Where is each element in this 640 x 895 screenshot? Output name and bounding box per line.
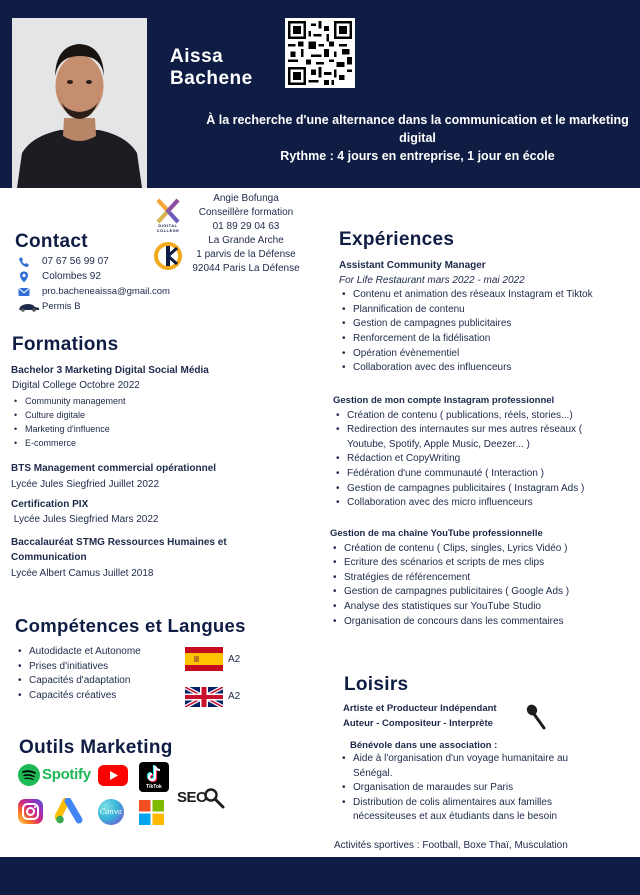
skills-list [15, 645, 185, 703]
contact-list [18, 254, 198, 314]
list-item: • Capacités d'adaptation [15, 674, 185, 689]
location-pin-icon [18, 271, 30, 283]
first-name: Aissa [170, 46, 224, 67]
advisor-name: Angie Bofunga [213, 193, 279, 204]
advisor-block [182, 192, 310, 276]
formation-pix-title: Certification PIX [11, 498, 89, 510]
formation-bts-detail: Lycée Jules Siegfried Juillet 2022 [11, 478, 160, 490]
list-item: • Renforcement de la fidélisation [339, 332, 634, 347]
experience-tasks [339, 288, 634, 376]
list-item: • E-commerce [11, 436, 266, 450]
canva-icon [98, 799, 124, 825]
contact-email[interactable] [18, 284, 198, 299]
tiktok-wordmark: TikTok [146, 784, 162, 790]
seo-wordmark: SEO [177, 789, 208, 806]
contact-heading: Contact [15, 231, 88, 252]
contact-email-text: pro.bacheneaissa@gmail.com [42, 286, 170, 297]
advisor-address-2: 1 parvis de la Défense [196, 249, 296, 260]
spotify-logo [18, 763, 92, 787]
list-item: • Community management [11, 394, 266, 408]
experience-title: Gestion de mon compte Instagram professionnel [333, 395, 555, 406]
artist-block [343, 702, 533, 731]
experience-community-manager [339, 259, 634, 376]
list-item: • Gestion de campagnes publicitaires [339, 317, 634, 332]
formation-bac-detail: Lycée Albert Camus Juillet 2018 [11, 567, 154, 579]
contact-phone[interactable] [18, 254, 198, 269]
spanish-level: A2 [228, 654, 241, 665]
formation-bachelor-detail: Digital College Octobre 2022 [12, 379, 140, 391]
experience-instagram [333, 394, 633, 511]
sports-line: Activités sportives : Football, Boxe Thaï, Musculation [334, 840, 568, 851]
experience-tasks [333, 409, 633, 511]
profile-photo [12, 18, 147, 188]
formation-bachelor-title: Bachelor 3 Marketing Digital Social Média [11, 365, 209, 376]
spotify-wordmark: Spotify [42, 766, 91, 783]
list-item: • Analyse des statistiques sur YouTube Studio [330, 600, 630, 615]
list-item: • Création de contenu ( publications, réels, stories...) [333, 409, 633, 424]
list-item: • Gestion de campagnes publicitaires ( Google Ads ) [330, 585, 630, 600]
list-item: • Culture digitale [11, 408, 266, 422]
footer-band [0, 857, 640, 895]
uk-flag-icon [185, 687, 223, 707]
car-icon [18, 302, 40, 312]
advisor-role: Conseillère formation [198, 207, 294, 218]
list-item: • Organisation de maraudes sur Paris [339, 781, 604, 796]
formation-bachelor-subjects [11, 394, 266, 450]
last-name: Bachene [170, 68, 253, 89]
tiktok-logo [139, 762, 169, 792]
magnifier-icon [203, 787, 225, 809]
volunteer-list [339, 752, 604, 825]
list-item: • Organisation de concours dans les commentaires [330, 615, 630, 630]
formation-bts-title: BTS Management commercial opérationnel [11, 463, 217, 475]
list-item: • Collaboration avec des influenceurs [339, 361, 634, 376]
google-ads-icon [55, 798, 85, 825]
digital-college-logo-text: DIGITAL COLLEGE [156, 223, 180, 233]
list-item: • Capacités créatives [15, 689, 185, 704]
list-item: • Distribution de colis alimentaires aux familles nécessiteuses et aux étudiants dans le besoin [339, 796, 604, 825]
advisor-address-3: 92044 Paris La Défense [192, 263, 300, 274]
list-item: • Opération évènementiel [339, 347, 634, 362]
contact-phone-text: 07 67 56 99 07 [42, 256, 109, 267]
canva-wordmark: Canva [99, 808, 123, 816]
mail-icon [18, 286, 30, 298]
formation-pix [11, 498, 266, 528]
instagram-icon [18, 799, 43, 824]
candidate-name [170, 46, 253, 90]
experience-title: Assistant Community Manager [339, 260, 486, 271]
formation-bts [11, 462, 266, 492]
job-search-tagline [205, 111, 630, 165]
digital-college-logo [152, 198, 184, 234]
english-level: A2 [228, 691, 241, 702]
contact-license-text: Permis B [42, 301, 81, 312]
contact-city [18, 269, 198, 284]
formation-pix-detail: Lycée Jules Siegfried Mars 2022 [11, 514, 159, 526]
formation-bac [11, 536, 266, 580]
list-item: • Fédération d'une communauté ( Interaction ) [333, 467, 633, 482]
list-item: • Collaboration avec des micro influenceurs [333, 496, 633, 511]
experience-tasks [330, 542, 630, 630]
list-item: • Stratégies de référencement [330, 571, 630, 586]
list-item: • Gestion de campagnes publicitaires ( Instagram Ads ) [333, 482, 633, 497]
list-item: • Redirection des internautes sur mes autres réseaux ( Youtube, Spotify, Apple Music, Deezer... ) [333, 423, 623, 452]
experiences-heading: Expériences [339, 229, 455, 250]
contact-license [18, 299, 198, 314]
advisor-address-1: La Grande Arche [208, 235, 284, 246]
formations-heading: Formations [12, 334, 119, 355]
list-item: • Ecriture des scénarios et scripts de mes clips [330, 556, 630, 571]
list-item: • Création de contenu ( Clips, singles, Lyrics Vidéo ) [330, 542, 630, 557]
qr-code[interactable] [285, 18, 355, 88]
skills-heading: Compétences et Langues [15, 615, 246, 636]
experience-youtube [330, 527, 630, 629]
advisor-phone[interactable]: 01 89 29 04 63 [212, 221, 280, 232]
microsoft-icon [139, 800, 164, 825]
list-item: • Autodidacte et Autonome [15, 645, 185, 660]
formation-bac-title: Baccalauréat STMG Ressources Humaines et Communication [11, 537, 227, 563]
phone-icon [18, 256, 30, 268]
spain-flag-icon [185, 647, 223, 671]
seo-logo [177, 787, 227, 811]
volunteer-heading: Bénévole dans une association : [350, 740, 498, 751]
list-item: • Rédaction et CopyWriting [333, 452, 633, 467]
contact-city-text: Colombes 92 [42, 271, 101, 282]
spotify-icon [18, 764, 40, 786]
microphone-icon [523, 703, 547, 731]
formations-list [11, 364, 266, 581]
tools-heading: Outils Marketing [19, 737, 173, 758]
list-item: • Plannification de contenu [339, 303, 634, 318]
experience-title: Gestion de ma chaîne YouTube professionnelle [330, 528, 543, 539]
artist-line-2: Auteur - Compositeur - Interprète [343, 717, 493, 729]
tagline-rhythm: Rythme : 4 jours en entreprise, 1 jour en école [280, 149, 555, 163]
tagline-goal: À la recherche d'une alternance dans la communication et le marketing digital [206, 113, 629, 145]
tiktok-icon [139, 762, 169, 784]
artist-line-1: Artiste et Producteur Indépendant [343, 703, 497, 714]
loisirs-heading: Loisirs [344, 674, 409, 695]
list-item: • Marketing d'influence [11, 422, 266, 436]
experience-subtitle: For Life Restaurant mars 2022 - mai 2022 [339, 274, 525, 286]
list-item: • Prises d'initiatives [15, 660, 185, 675]
youtube-icon [98, 765, 128, 786]
list-item: • Aide à l'organisation d'un voyage humanitaire au Sénégal. [339, 752, 604, 781]
list-item: • Contenu et animation des réseaux Instagram et Tiktok [339, 288, 634, 303]
formation-bachelor [11, 364, 266, 450]
